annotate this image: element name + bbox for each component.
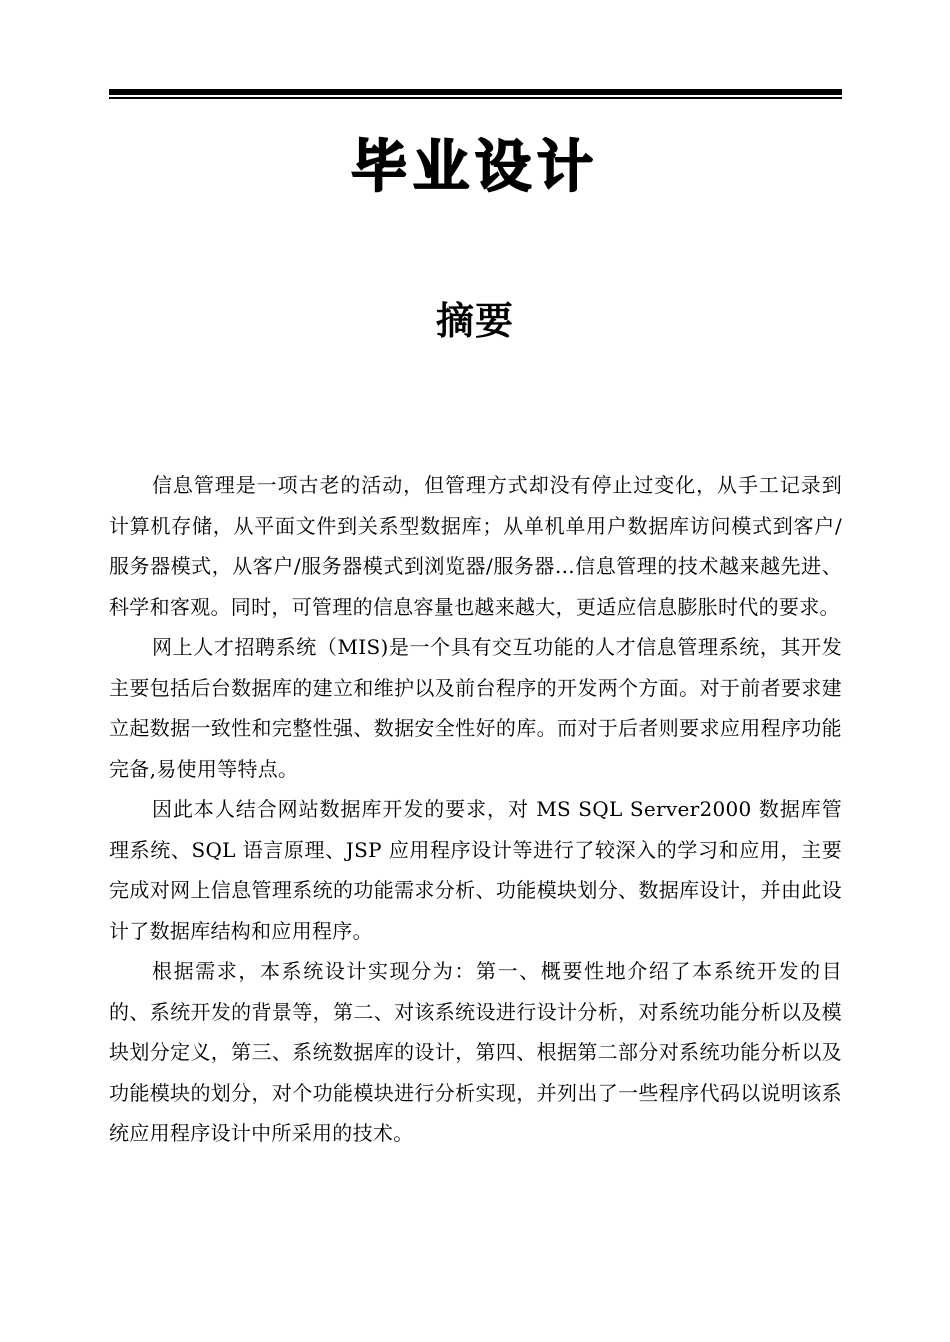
header-rule-thin bbox=[109, 97, 842, 99]
header-rule-thick bbox=[109, 89, 842, 95]
abstract-paragraph-3: 因此本人结合网站数据库开发的要求，对 MS SQL Server2000 数据库管理系统、SQL 语言原理、JSP 应用程序设计等进行了较深入的学习和应用，主要完成对网上信息管理系统的功能需求分析、功能模块划分、数据库设计，并由此设计了数据库结构和应用程序。 bbox=[109, 797, 842, 943]
abstract-paragraph-1: 信息管理是一项古老的活动，但管理方式却没有停止过变化，从手工记录到计算机存储，从平面文件到关系型数据库；从单机单用户数据库访问模式到客户/服务器模式，从客户/服务器模式到浏览器/服务器...信息管理的技术越来越先进、科学和客观。同时，可管理的信息容量也越来越大，更适应信息膨胀时代的要求。 bbox=[109, 473, 842, 619]
abstract-paragraph-2: 网上人才招聘系统（MIS)是一个具有交互功能的人才信息管理系统，其开发主要包括后台数据库的建立和维护以及前台程序的开发两个方面。对于前者要求建立起数据一致性和完整性强、数据安全性好的库。而对于后者则要求应用程序功能完备,易使用等特点。 bbox=[109, 635, 842, 781]
abstract-paragraph-4: 根据需求，本系统设计实现分为：第一、概要性地介绍了本系统开发的目的、系统开发的背景等，第二、对该系统设进行设计分析，对系统功能分析以及模块划分定义，第三、系统数据库的设计，第四、根据第二部分对系统功能分析以及功能模块的划分，对个功能模块进行分析实现，并列出了一些程序代码以说明该系统应用程序设计中所采用的技术。 bbox=[109, 959, 842, 1145]
document-title: 毕业设计 bbox=[351, 135, 599, 200]
abstract-body bbox=[109, 465, 842, 1154]
section-title-abstract: 摘要 bbox=[435, 299, 514, 343]
